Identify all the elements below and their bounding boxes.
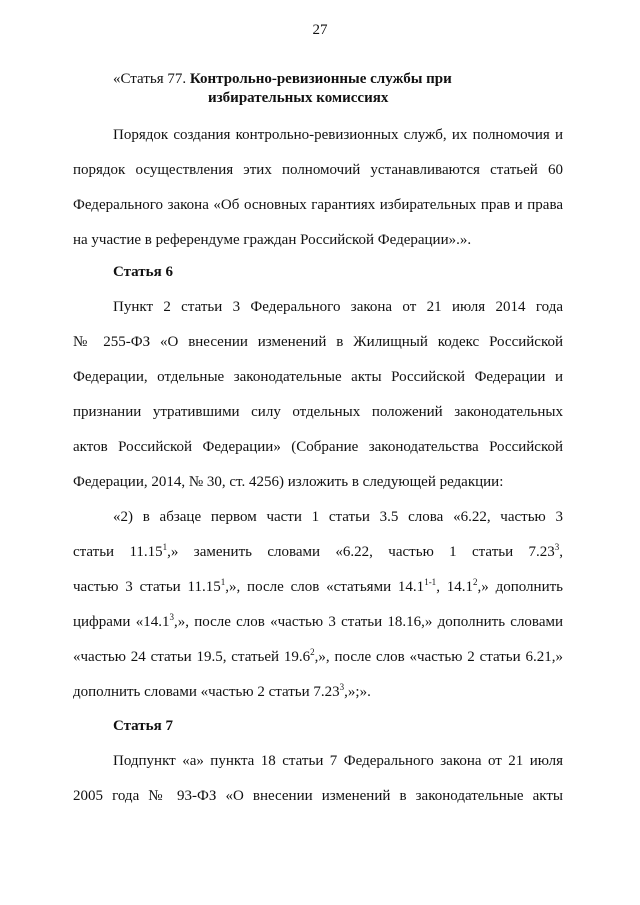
- amendment-line-6: дополнить словами «частью 2 статьи 7.23$^3$,»;».: [73, 682, 371, 700]
- article-7-heading: Статья 7: [113, 718, 173, 734]
- article-6-line-5: актов Российской Федерации» (Собрание законодательства Российской: [73, 439, 563, 455]
- article-77-line-4: на участие в референдуме граждан Российской Федерации».».: [73, 232, 472, 248]
- article-6-line-4: признании утратившими силу отдельных положений законодательных: [73, 404, 563, 420]
- article-6-heading: Статья 6: [113, 264, 173, 280]
- article-77-line-2: порядок осуществления этих полномочий устанавливаются статьей 60: [73, 162, 563, 178]
- article-7-line-2: 2005 года № 93-ФЗ «О внесении изменений в законодательные акты: [73, 788, 563, 804]
- article-6-line-3: Федерации, отдельные законодательные акты Российской Федерации и: [73, 369, 563, 385]
- article-77-line-1: Порядок создания контрольно-ревизионных служб, их полномочия и: [113, 127, 563, 143]
- article-77-heading: [113, 70, 583, 108]
- amendment-line-4: цифрами «14.1$^3$,», после слов «частью 3 статьи 18.16,» дополнить словами: [73, 612, 563, 630]
- article-77-title-line1: Контрольно-ревизионные службы при: [189, 71, 452, 87]
- amendment-line-5: «частью 24 статьи 19.5, статьей 19.6$^2$,», после слов «частью 2 статьи 6.21,»: [73, 647, 563, 665]
- amendment-line-3: частью 3 статьи 11.15$^1$,», после слов «статьями 14.1$^{1-1}$, 14.1$^2$,» дополнить: [73, 577, 563, 595]
- amendment-line-1: «2) в абзаце первом части 1 статьи 3.5 слова «6.22, частью 3: [113, 509, 563, 525]
- article-6-line-1: Пункт 2 статьи 3 Федерального закона от 21 июля 2014 года: [113, 299, 563, 315]
- article-77-heading-line2: [113, 89, 583, 108]
- article-77-prefix: «Статья 77.: [113, 71, 190, 87]
- article-77-title-line2: избирательных комиссиях: [208, 90, 389, 106]
- amendment-line-2: статьи 11.15$^1$,» заменить словами «6.22, частью 1 статьи 7.23$^3$,: [73, 542, 563, 560]
- article-77-heading-line1: [113, 70, 583, 89]
- article-6-line-2: № 255-ФЗ «О внесении изменений в Жилищный кодекс Российской: [73, 334, 563, 350]
- article-77-line-3: Федерального закона «Об основных гарантиях избирательных прав и права: [73, 197, 563, 213]
- page-number: 27: [312, 22, 328, 38]
- article-7-line-1: Подпункт «а» пункта 18 статьи 7 Федерального закона от 21 июля: [113, 753, 563, 769]
- article-6-line-6: Федерации, 2014, № 30, ст. 4256) изложить в следующей редакции:: [73, 474, 504, 490]
